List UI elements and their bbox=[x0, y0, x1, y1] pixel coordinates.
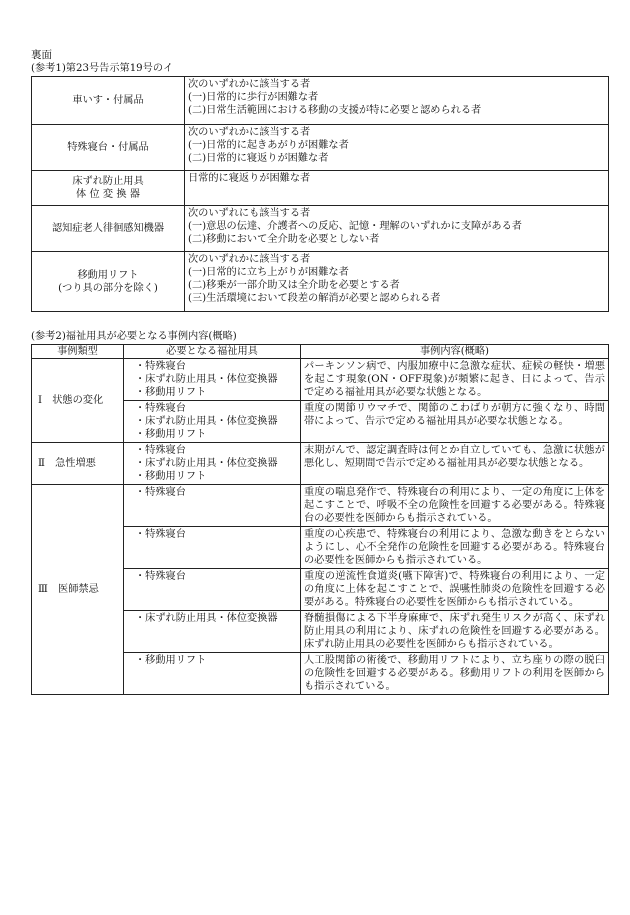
equipment-item: ・床ずれ防止用具・体位変換器 bbox=[135, 374, 278, 385]
ref1-row bbox=[32, 206, 609, 252]
ref1-condition-line: (一)意思の伝達、介護者への反応、記憶・理解のいずれかに支障がある者 bbox=[188, 221, 522, 232]
equipment-cell bbox=[124, 569, 301, 611]
ref1-equipment-label: 認知症老人徘徊感知機器 bbox=[51, 223, 165, 234]
ref1-equipment-label: 特殊寝台・付属品 bbox=[67, 142, 149, 153]
ref1-row bbox=[32, 171, 609, 206]
ref2-case-row bbox=[32, 443, 609, 485]
ref1-condition-line: (一)日常的に歩行が困難な者 bbox=[188, 92, 319, 103]
ref1-table bbox=[31, 76, 609, 312]
equipment-cell bbox=[124, 485, 301, 527]
case-content: 末期がんで、認定調査時は何とか自立していても、急激に状態が悪化し、短期間で告示で定める福祉用具が必要な状態となる。 bbox=[301, 443, 609, 485]
equipment-list bbox=[127, 570, 297, 583]
ref1-equipment-cell bbox=[32, 171, 185, 206]
ref1-condition-line: (二)移動において全介助を必要としない者 bbox=[188, 234, 380, 245]
equipment-item: ・特殊寝台 bbox=[135, 529, 186, 540]
equipment-item: ・移動用リフト bbox=[135, 387, 207, 398]
ref1-equipment-cell bbox=[32, 77, 185, 125]
header-case-type: 事例類型 bbox=[32, 345, 124, 359]
ref2-caption: (参考2)福祉用具が必要となる事例内容(概略) bbox=[31, 331, 237, 342]
equipment-item: ・移動用リフト bbox=[135, 429, 207, 440]
ref2-case-row bbox=[32, 485, 609, 527]
ref1-condition-line: (一)日常的に立ち上がりが困難な者 bbox=[188, 267, 349, 278]
case-content: 脊髄損傷による下半身麻痺で、床ずれ発生リスクが高く、床ずれ防止用具の利用により、床ずれの危険性を回避する必要がある。床ずれ防止用具の必要性を医師からも指示されている。 bbox=[301, 611, 609, 653]
case-category: Ⅲ 医師禁忌 bbox=[32, 485, 124, 695]
ref1-equipment-label: 床ずれ防止用具 bbox=[72, 176, 144, 187]
ref1-equipment-label: (つり具の部分を除く) bbox=[58, 282, 158, 294]
ref1-condition-line: (二)日常的に寝返りが困難な者 bbox=[188, 153, 329, 164]
equipment-cell bbox=[124, 527, 301, 569]
equipment-list bbox=[127, 402, 297, 441]
ref1-conditions-cell bbox=[185, 206, 609, 252]
equipment-item: ・特殊寝台 bbox=[135, 445, 186, 456]
header-case-content: 事例内容(概略) bbox=[301, 345, 609, 359]
ref1-row bbox=[32, 125, 609, 171]
case-content: 重度の喘息発作で、特殊寝台の利用により、一定の角度に上体を起こすことで、呼吸不全の危険性を回避する必要がある。特殊寝台の必要性を医師からも指示されている。 bbox=[301, 485, 609, 527]
equipment-item: ・移動用リフト bbox=[135, 655, 207, 666]
ref1-condition-line: 次のいずれかに該当する者 bbox=[188, 254, 311, 265]
header-equipment: 必要となる福祉用具 bbox=[124, 345, 301, 359]
equipment-item: ・特殊寝台 bbox=[135, 571, 186, 582]
case-content: 人工股関節の術後で、移動用リフトにより、立ち座りの際の脱臼の危険性を回避する必要がある。移動用リフトの利用を医師からも指示されている。 bbox=[301, 653, 609, 695]
ref2-header-row bbox=[32, 345, 609, 359]
case-content: 重度の関節リウマチで、関節のこわばりが朝方に強くなり、時間帯によって、告示で定める福祉用具が必要な状態となる。 bbox=[301, 401, 609, 443]
equipment-item: ・移動用リフト bbox=[135, 471, 207, 482]
ref1-caption: (参考1)第23号告示第19号のイ bbox=[31, 63, 174, 74]
ref1-condition-line: 次のいずれにも該当する者 bbox=[188, 208, 311, 219]
document-page bbox=[31, 48, 609, 695]
equipment-item: ・特殊寝台 bbox=[135, 487, 186, 498]
equipment-list bbox=[127, 654, 297, 667]
ref2-case-row bbox=[32, 359, 609, 401]
ref1-equipment-cell bbox=[32, 252, 185, 312]
equipment-list bbox=[127, 360, 297, 399]
equipment-item: ・特殊寝台 bbox=[135, 361, 186, 372]
ref1-condition-line: (一)日常的に起きあがりが困難な者 bbox=[188, 140, 349, 151]
ref1-conditions-cell bbox=[185, 77, 609, 125]
ref1-condition-line: 次のいずれかに該当する者 bbox=[188, 79, 311, 90]
ref1-row bbox=[32, 252, 609, 312]
ref1-conditions-cell bbox=[185, 252, 609, 312]
ref1-equipment-label: 移動用リフト bbox=[77, 269, 139, 281]
case-content: 重度の心疾患で、特殊寝台の利用により、急激な動きをとらないようにし、心不全発作の危険性を回避する必要がある。特殊寝台の必要性を医師からも指示されている。 bbox=[301, 527, 609, 569]
ref1-condition-line: (二)移乗が一部介助又は全介助を必要とする者 bbox=[188, 280, 400, 291]
page-heading: 裏面 bbox=[31, 49, 52, 61]
ref1-conditions-cell bbox=[185, 125, 609, 171]
ref1-equipment-cell bbox=[32, 125, 185, 171]
equipment-cell bbox=[124, 401, 301, 443]
ref1-condition-line: 日常的に寝返りが困難な者 bbox=[188, 173, 311, 184]
ref2-table bbox=[31, 344, 609, 695]
ref1-condition-line: (三)生活環境において段差の解消が必要と認められる者 bbox=[188, 293, 441, 304]
ref1-equipment-label: 車いす・付属品 bbox=[72, 95, 144, 106]
equipment-item: ・特殊寝台 bbox=[135, 403, 186, 414]
equipment-cell bbox=[124, 611, 301, 653]
equipment-list bbox=[127, 486, 297, 499]
ref1-row bbox=[32, 77, 609, 125]
ref1-equipment-label: 体 位 変 換 器 bbox=[76, 189, 140, 200]
equipment-cell bbox=[124, 359, 301, 401]
ref1-equipment-cell bbox=[32, 206, 185, 252]
case-category: Ⅰ 状態の変化 bbox=[32, 359, 124, 443]
case-content: パーキンソン病で、内服加療中に急激な症状、症候の軽快・増悪を起こす現象(ON・OFF現象)が頻繁に起き、日によって、告示で定める福祉用具が必要な状態となる。 bbox=[301, 359, 609, 401]
ref1-conditions-cell bbox=[185, 171, 609, 206]
equipment-list bbox=[127, 444, 297, 483]
case-category: Ⅱ 急性増悪 bbox=[32, 443, 124, 485]
equipment-cell bbox=[124, 443, 301, 485]
equipment-list bbox=[127, 612, 297, 625]
equipment-item: ・床ずれ防止用具・体位変換器 bbox=[135, 416, 278, 427]
ref1-condition-line: (二)日常生活範囲における移動の支援が特に必要と認められる者 bbox=[188, 105, 482, 116]
equipment-item: ・床ずれ防止用具・体位変換器 bbox=[135, 613, 278, 624]
case-content: 重度の逆流性食道炎(嚥下障害)で、特殊寝台の利用により、一定の角度に上体を起こすことで、誤嚥性肺炎の危険性を回避する必要がある。特殊寝台の必要性を医師からも指示されている。 bbox=[301, 569, 609, 611]
equipment-list bbox=[127, 528, 297, 541]
equipment-item: ・床ずれ防止用具・体位変換器 bbox=[135, 458, 278, 469]
equipment-cell bbox=[124, 653, 301, 695]
ref1-condition-line: 次のいずれかに該当する者 bbox=[188, 127, 311, 138]
